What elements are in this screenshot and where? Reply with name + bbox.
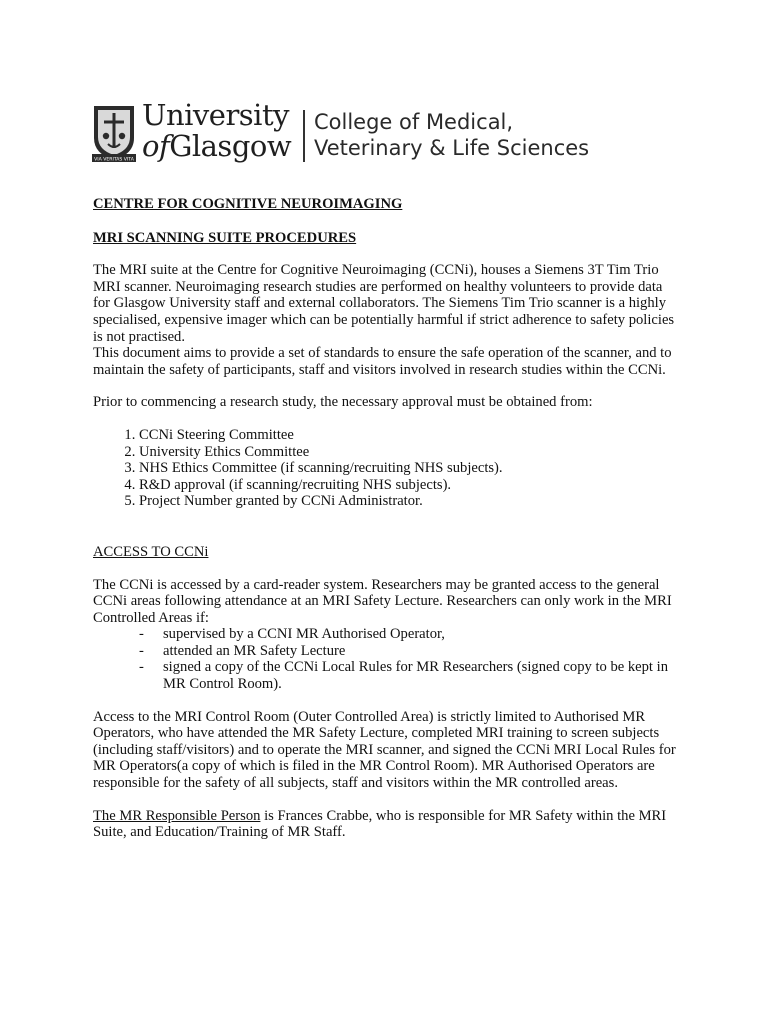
access-paragraph: The CCNi is accessed by a card-reader system. Researchers may be granted access to the general CCNi areas following attendance at an MRI Safety Lecture. Researchers can only work in the MRI Controlled Areas if:	[93, 576, 672, 626]
condition-text: signed a copy of the CCNi Local Rules for MR Researchers (signed copy to be kept in MR Control Room).	[163, 659, 668, 693]
college-name-line1: College of Medical,	[314, 110, 514, 134]
control-room-paragraph: Access to the MRI Control Room (Outer Controlled Area) is strictly limited to Authorised MR Operators, who have attended the MR Safety Lecture, completed MRI training to screen subjects (including staff/visitors) and to operate the MRI scanner, and signed the CCNi MRI Local Rules for MR Operators(a copy of which is filed in the MR Control Room). MR Authorised Operators are responsible for the safety of all subjects, staff and visitors within the MR controlled areas.	[93, 708, 676, 792]
university-name-line1: University	[142, 98, 289, 132]
condition-text: supervised by a CCNI MR Authorised Operator,	[163, 626, 445, 643]
document-body	[93, 196, 683, 841]
list-item: 2. University Ethics Committee	[139, 444, 683, 461]
intro-paragraph: The MRI suite at the Centre for Cognitive Neuroimaging (CCNi), houses a Siemens 3T Tim Trio MRI scanner. Neuroimaging research studies are performed on healthy volunteers to provide data for Glasgow University staff and external collaborators. The Siemens Tim Trio scanner is a highly specialised, expensive imager which can be potentially harmful if strict adherence to safety policies is not practised.	[93, 262, 675, 345]
dash-bullet: -	[139, 626, 144, 643]
list-item	[93, 643, 683, 660]
college-name-line2: Veterinary & Life Sciences	[314, 136, 590, 160]
dash-bullet: -	[139, 659, 144, 676]
list-item: 3. NHS Ethics Committee (if scanning/recruiting NHS subjects).	[139, 460, 683, 477]
list-item	[93, 626, 683, 643]
list-item: 5. Project Number granted by CCNi Administrator.	[139, 493, 683, 510]
document-subtitle: MRI SCANNING SUITE PROCEDURES	[93, 229, 357, 246]
approval-list	[93, 427, 683, 510]
logo-divider	[303, 110, 305, 162]
document-title: CENTRE FOR COGNITIVE NEUROIMAGING	[93, 196, 403, 212]
university-crest-icon	[92, 104, 136, 162]
access-conditions	[93, 626, 683, 692]
list-item: 1. CCNi Steering Committee	[139, 427, 683, 444]
access-heading: ACCESS TO CCNi	[93, 543, 209, 560]
list-item: 4. R&D approval (if scanning/recruiting NHS subjects).	[139, 477, 683, 494]
college-name	[314, 109, 589, 161]
responsible-person-label: The MR Responsible Person	[93, 807, 261, 824]
svg-text:VIA VERITAS VITA: VIA VERITAS VITA	[94, 157, 134, 162]
list-item	[93, 659, 683, 692]
approval-intro: Prior to commencing a research study, the necessary approval must be obtained from:	[93, 394, 593, 411]
university-name-line2	[142, 131, 291, 162]
university-logo	[92, 98, 612, 166]
university-name-of: of	[142, 129, 170, 163]
dash-bullet: -	[139, 642, 144, 659]
university-name	[142, 100, 291, 162]
condition-text: attended an MR Safety Lecture	[163, 642, 346, 659]
university-name-glasgow: Glasgow	[169, 129, 292, 163]
intro-paragraph-2: This document aims to provide a set of standards to ensure the safe operation of the scanner, and to maintain the safety of participants, staff and visitors involved in research studies within the CCNi.	[93, 345, 672, 378]
responsible-person-paragraph	[93, 808, 683, 841]
responsible-person-text: is Frances Crabbe, who is responsible for MR Safety within the MRI Suite, and Education/Training of MR Staff.	[93, 807, 667, 841]
